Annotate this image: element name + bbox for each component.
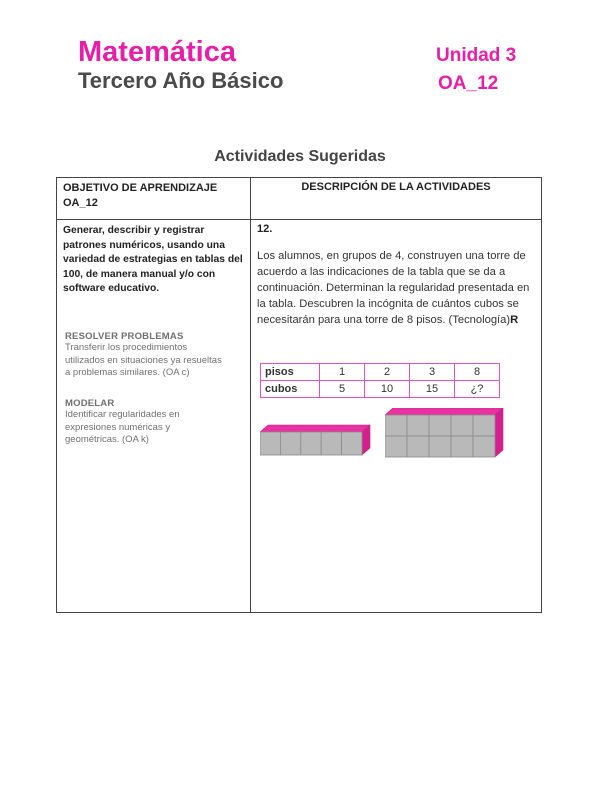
floors-cubes-table xyxy=(260,363,500,398)
unit-label: Unidad 3 xyxy=(436,45,517,66)
table-cell: 3 xyxy=(410,364,455,381)
tower-two-floors-figure xyxy=(385,408,505,460)
skill-title: MODELAR xyxy=(65,398,115,409)
column-divider xyxy=(250,178,251,612)
table-row xyxy=(261,381,500,398)
activity-number: 12. xyxy=(257,223,273,235)
tower-one-floor-figure xyxy=(260,408,375,460)
section-title: Actividades Sugeridas xyxy=(214,148,386,165)
cube-row xyxy=(260,425,370,455)
table-cell: 10 xyxy=(365,381,410,398)
table-cell: 15 xyxy=(410,381,455,398)
table-cell: 5 xyxy=(320,381,365,398)
skill-resolver-problemas xyxy=(65,331,225,380)
skill-title: RESOLVER PROBLEMAS xyxy=(65,331,184,342)
skill-text: Identificar regularidades en expresiones numéricas y geométricas. (OA k) xyxy=(65,409,180,445)
header-divider xyxy=(57,219,541,220)
header-description: DESCRIPCIÓN DE LA ACTIVIDADES xyxy=(301,181,491,193)
learning-goal: Generar, describir y registrar patrones numéricos, usando una variedad de estrategias en tablas del 100, de manera manual y/o con software educativo. xyxy=(63,225,243,294)
grade-title: Tercero Año Básico xyxy=(78,68,284,93)
header-objective: OBJETIVO DE APRENDIZAJE OA_12 xyxy=(63,182,218,209)
skill-text: Transferir los procedimientos utilizados en situaciones ya resueltas a problemas similares. (OA c) xyxy=(65,342,222,378)
table-cell: ¿? xyxy=(455,381,500,398)
activity-description xyxy=(257,248,535,328)
row-label: pisos xyxy=(261,364,320,381)
skill-modelar xyxy=(65,398,225,447)
cube-stack xyxy=(385,408,503,457)
activities-table xyxy=(56,177,542,613)
subject-title: Matemática xyxy=(78,36,236,68)
activity-tag: R xyxy=(510,314,519,326)
table-cell: 8 xyxy=(455,364,500,381)
row-label: cubos xyxy=(261,381,320,398)
activity-text: Los alumnos, en grupos de 4, construyen una torre de acuerdo a las indicaciones de la tabla que se da a continuación. Determinan la regularidad presentada en la tabla. Descubren la incógnita de cuántos cubos se necesitarán para una torre de 8 pisos. (Tecnología) xyxy=(257,250,530,326)
oa-label: OA_12 xyxy=(438,73,499,94)
table-cell: 2 xyxy=(365,364,410,381)
table-cell: 1 xyxy=(320,364,365,381)
table-row xyxy=(261,364,500,381)
